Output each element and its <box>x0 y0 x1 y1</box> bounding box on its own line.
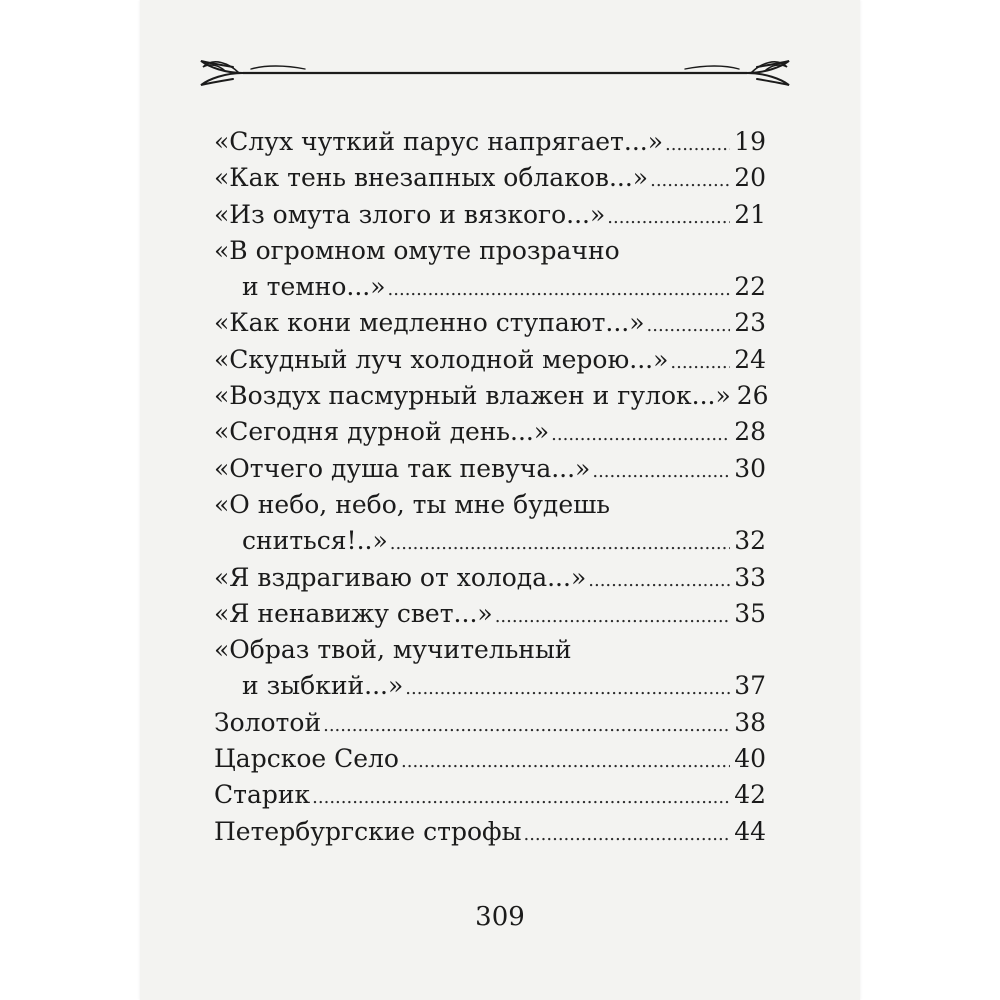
toc-entry <box>214 160 766 196</box>
toc-entry-title: «Образ твой, мучительный <box>214 635 572 665</box>
toc-entry-page: 26 <box>736 381 769 411</box>
toc-entry-page: 40 <box>734 744 766 774</box>
dot-leader <box>312 780 730 816</box>
toc-entry-title: Золотой <box>214 707 322 737</box>
toc-entry <box>214 560 766 596</box>
toc-entry <box>214 342 766 378</box>
toc-entry-continuation <box>214 269 766 305</box>
toc-entry-title: «Сегодня дурной день...» <box>214 417 550 447</box>
dot-leader <box>401 744 730 780</box>
toc-entry-title: «В огромном омуте прозрачно <box>214 235 620 265</box>
flourish-divider-icon <box>195 45 795 95</box>
toc-entry-title: Старик <box>214 780 311 810</box>
dot-leader <box>390 526 730 562</box>
toc-entry-title: «Отчего душа так певуча...» <box>214 453 591 483</box>
toc-entry-page: 38 <box>734 707 766 737</box>
toc-entry <box>214 741 766 777</box>
toc-entry-line <box>214 342 766 378</box>
toc-entry-title: «Я ненавижу свет...» <box>214 598 493 628</box>
toc-entry <box>214 233 766 306</box>
toc-entry-title: и зыбкий...» <box>242 671 404 701</box>
toc-entry <box>214 705 766 741</box>
toc-entry <box>214 632 766 705</box>
toc-entry <box>214 451 766 487</box>
toc-entry-line <box>214 197 766 233</box>
toc-entry-page: 30 <box>734 453 766 483</box>
dot-leader <box>647 308 731 344</box>
table-of-contents <box>214 124 769 850</box>
toc-entry-line <box>214 560 766 596</box>
toc-entry-page: 37 <box>734 671 766 701</box>
toc-entry-title: «Я вздрагиваю от холода...» <box>214 562 587 592</box>
toc-entry-page: 19 <box>734 127 766 156</box>
toc-entry-title: сниться!..» <box>242 526 388 556</box>
dot-leader <box>405 671 730 707</box>
dot-leader <box>523 817 730 853</box>
toc-entry-line <box>214 777 766 813</box>
toc-entry-line <box>214 596 766 632</box>
toc-entry-continuation <box>214 668 766 704</box>
toc-entry-title: «Как тень внезапных облаков...» <box>214 163 649 193</box>
toc-entry-line <box>214 233 766 269</box>
toc-entry <box>214 378 769 414</box>
toc-entry-page: 35 <box>734 598 766 628</box>
toc-entry-line <box>214 741 766 777</box>
toc-entry-title: Петербургские строфы <box>214 816 522 846</box>
toc-entry <box>214 414 766 450</box>
toc-entry-title: «Из омута злого и вязкого...» <box>214 199 606 229</box>
toc-entry-page: 33 <box>734 562 766 592</box>
dot-leader <box>551 417 730 453</box>
dot-leader <box>670 345 730 381</box>
dot-leader <box>592 454 730 490</box>
toc-entry-title: «Как кони медленно ступают...» <box>214 308 645 338</box>
dot-leader <box>665 127 730 163</box>
toc-entry-title: «Скудный луч холодной мерою...» <box>214 344 669 374</box>
toc-entry <box>214 124 766 160</box>
dot-leader <box>607 200 730 236</box>
dot-leader <box>323 708 730 744</box>
toc-entry <box>214 487 766 560</box>
toc-entry-page: 21 <box>734 199 766 229</box>
toc-entry-page: 42 <box>734 780 766 810</box>
toc-entry-line <box>214 160 766 196</box>
toc-entry-continuation <box>214 523 766 559</box>
toc-entry <box>214 596 766 632</box>
dot-leader <box>650 163 730 199</box>
toc-entry-page: 32 <box>734 526 766 556</box>
toc-entry-page: 28 <box>734 417 766 447</box>
dot-leader <box>388 272 731 308</box>
toc-entry <box>214 814 766 850</box>
toc-entry-line <box>214 378 769 414</box>
toc-entry-line <box>214 414 766 450</box>
toc-entry-page: 23 <box>734 308 766 338</box>
toc-entry-title: «Слух чуткий парус напрягает...» <box>214 127 664 156</box>
toc-entry-page: 24 <box>734 344 766 374</box>
toc-entry-page: 44 <box>734 816 766 846</box>
toc-entry-line <box>214 705 766 741</box>
toc-entry-line <box>214 451 766 487</box>
toc-entry-title: и темно...» <box>242 272 386 302</box>
toc-entry-title: «О небо, небо, ты мне будешь <box>214 489 610 519</box>
dot-leader <box>588 563 730 599</box>
toc-entry-line <box>214 632 766 668</box>
page-number: 309 <box>475 902 525 932</box>
toc-entry-page: 22 <box>734 272 766 302</box>
toc-entry <box>214 777 766 813</box>
toc-entry-line <box>214 124 766 160</box>
toc-entry-line <box>214 487 766 523</box>
toc-entry <box>214 197 766 233</box>
toc-entry-page: 20 <box>734 163 766 193</box>
dot-leader <box>495 599 731 635</box>
toc-entry-line <box>214 305 766 341</box>
toc-entry-title: «Воздух пасмурный влажен и гулок...» <box>214 381 731 411</box>
toc-entry-title: Царское Село <box>214 744 399 774</box>
toc-entry <box>214 305 766 341</box>
toc-entry-line <box>214 814 766 850</box>
